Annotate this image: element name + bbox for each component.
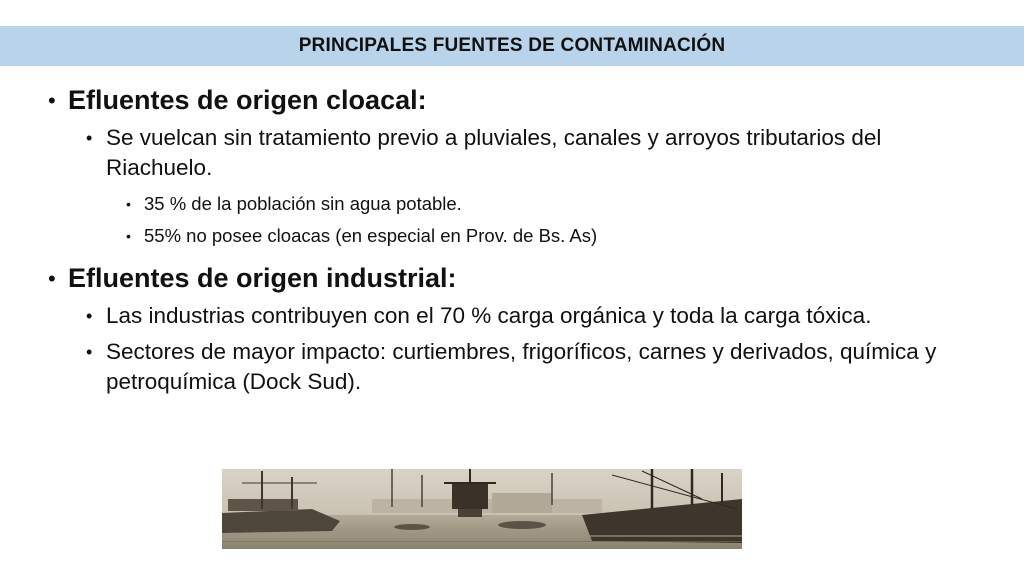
section-heading-text: Efluentes de origen cloacal: <box>68 85 427 115</box>
slide-title: PRINCIPALES FUENTES DE CONTAMINACIÓN <box>298 35 726 56</box>
bullet-icon: • <box>126 228 131 244</box>
section-heading-industrial <box>44 262 964 295</box>
bullet-icon: • <box>86 342 93 362</box>
sub-list-item-text: 35 % de la población sin agua potable. <box>144 193 462 214</box>
sub-list-item <box>44 192 964 216</box>
harbor-photo-icon <box>222 469 742 549</box>
title-bar <box>0 26 1024 66</box>
list-item <box>44 337 964 397</box>
sub-list-item <box>44 224 964 248</box>
bullet-icon: • <box>86 306 93 326</box>
section-heading-text: Efluentes de origen industrial: <box>68 263 457 293</box>
bullet-icon: • <box>86 128 93 148</box>
harbor-photo-graphic <box>222 469 742 549</box>
bullet-icon: • <box>126 196 131 212</box>
slide-content <box>44 84 964 397</box>
list-item-text: Se vuelcan sin tratamiento previo a pluviales, canales y arroyos tributarios del Riachuelo. <box>106 125 882 180</box>
list-item-text: Sectores de mayor impacto: curtiembres, frigoríficos, carnes y derivados, química y petroquímica (Dock Sud). <box>106 339 937 394</box>
sub-list-item-text: 55% no posee cloacas (en especial en Prov. de Bs. As) <box>144 225 598 246</box>
bullet-icon: • <box>48 266 56 291</box>
list-item <box>44 123 964 183</box>
list-item-text: Las industrias contribuyen con el 70 % carga orgánica y toda la carga tóxica. <box>106 303 872 328</box>
section-heading-cloacal <box>44 84 964 117</box>
list-item <box>44 301 964 331</box>
bullet-icon: • <box>48 88 56 113</box>
